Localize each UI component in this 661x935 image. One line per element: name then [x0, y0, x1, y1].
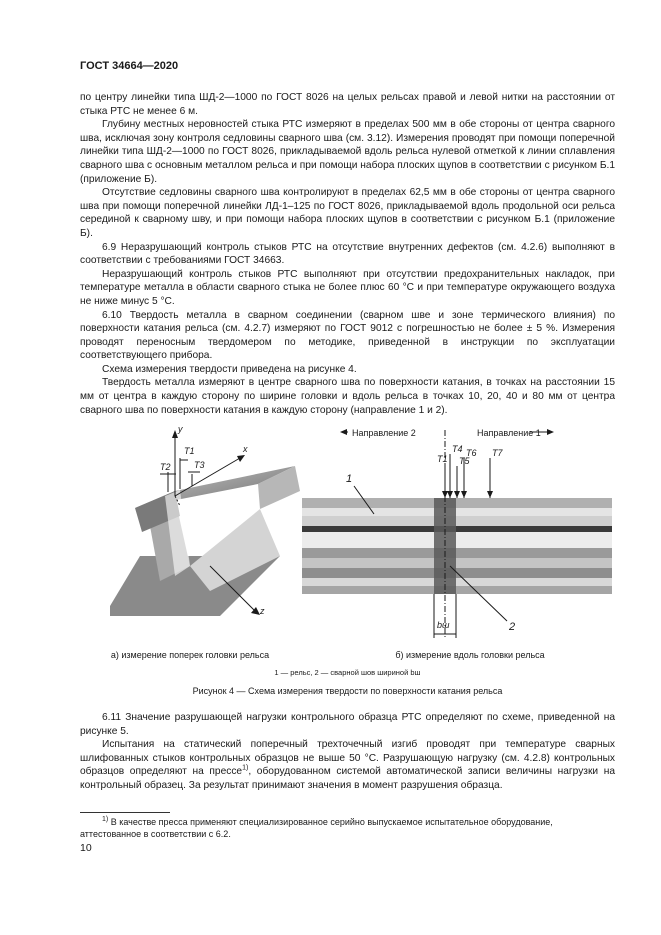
t2-label: T2: [160, 462, 171, 472]
right-subcaption: б) измерение вдоль головки рельса: [395, 650, 545, 660]
footnote-text: В качестве пресса применяют специализированное серийно выпускаемое испытательное оборудование, аттестованное в соответствии с 6.2.: [80, 817, 553, 839]
footnote-rule: [80, 812, 170, 813]
t3-label: T3: [194, 460, 205, 470]
callout-1: 1: [346, 473, 353, 485]
footnote-mark: 1): [102, 816, 109, 823]
z-label: z: [260, 606, 265, 616]
t7-label: T7: [492, 448, 503, 458]
footnote: [80, 816, 615, 840]
figure-4: [80, 416, 615, 660]
rail-stripe: [302, 548, 612, 558]
rail-stripe: [302, 578, 612, 586]
paragraph: Схема измерения твердости приведена на рисунке 4.: [102, 363, 357, 375]
t6-label: T6: [466, 448, 477, 458]
x-label: x: [243, 444, 248, 454]
paragraph: 6.9 Неразрушающий контроль стыков РТС на отсутствие внутренних дефектов (см. 4.2.6) выполняют в соответствии с требованиями ГОСТ 34663.: [80, 241, 615, 267]
figure-caption: Рисунок 4 — Схема измерения твердости по поверхности катания рельса: [192, 686, 503, 696]
rail-stripe: [302, 498, 612, 508]
paragraph-part: , оборудованном системой автоматической записи величины нагрузки на контрольный образец. За результат принимают значения в момент разрушения образца.: [80, 766, 616, 791]
t1-label: T1: [437, 454, 448, 464]
rail-longitudinal-diagram: [302, 416, 622, 646]
t7-arrowhead: [487, 491, 493, 498]
paragraph: Неразрушающий контроль стыков РТС выполняют при отсутствии предохранительных накладок, при температуре металла в области сварного стыка не более плюс 60 °С и при температуре окружающего воздуха не ниже минус 5 °С.: [80, 268, 615, 307]
t5-label: T5: [459, 456, 470, 466]
weld-width-label: bш: [437, 620, 450, 630]
standard-header: ГОСТ 34664—2020: [80, 60, 179, 72]
paragraph: 6.11 Значение разрушающей нагрузки контрольного образца РТС определяют по схеме, приведенной на рисунке 5.: [80, 712, 615, 737]
t4-label: T4: [452, 444, 463, 454]
body-text-bottom: [80, 711, 615, 793]
direction-1-label: Направление 1: [477, 428, 541, 438]
t1-arrowhead: [442, 491, 448, 498]
paragraph: 6.10 Твердость металла в сварном соединении (сварном шве и зоне термического влияния) по поверхности катания рельса (см. 4.2.7) измеряют по ГОСТ 9012 с погрешностью не более ± 5 %. Измерения проводят переносным твердомером по методике, приведенной в инструкции по эксплуатации соответствующего прибора.: [80, 309, 615, 362]
footnote-ref: 1): [242, 764, 249, 772]
paragraph: по центру линейки типа ШД-2—1000 по ГОСТ 8026 на целых рельсах правой и левой нитки на расстоянии от стыка РТС не менее 6 м.: [80, 92, 615, 117]
rail-cross-section-diagram: [80, 416, 320, 646]
rail-stripe: [302, 516, 612, 526]
direction-2-arrow: [340, 429, 347, 435]
paragraph: Отсутствие седловины сварного шва контролируют в пределах 62,5 мм в обе стороны от центра сварного шва при помощи поперечной линейки ЛД-1–125 по ГОСТ 8026, прикладываемой вдоль продольной оси рельса серединой к сварному шву, и при помощи набора плоских щупов в соответствии с рисунком Б.1 (приложение Б).: [80, 187, 615, 239]
direction-2-label: Направление 2: [352, 428, 416, 438]
paragraph: Твердость металла измеряют в центре сварного шва по поверхности катания, в точках на расстоянии 15 мм от центра в каждую сторону по ширине головки и вдоль рельса в точках 10, 20, 40 и 80 мм от центра сварного шва по поверхности катания в каждую сторону (направление 1 и 2).: [80, 377, 615, 416]
t6-arrowhead: [461, 491, 467, 498]
paragraph: [80, 738, 615, 792]
t5-arrowhead: [454, 491, 460, 498]
y-label: y: [178, 424, 183, 434]
paragraph: Глубину местных неровностей стыка РТС измеряют в пределах 500 мм в обе стороны от центра сварного шва, исключая зону контроля седловины сварного шва (см. 3.12). Измерения проводят при помощи поперечной линейки типа ШД-2—1000 по ГОСТ 8026, прикладываемой вдоль рельса нулевой отметкой к линии сплавления сварного шва с основным металлом рельса и при помощи набора плоских щупов в соответствии с рисунком Б.1 (приложение Б).: [80, 119, 615, 185]
t4-arrowhead: [447, 491, 453, 498]
rail-stripe: [302, 558, 612, 568]
paragraph-part: Испытания на статический поперечный трехточечный изгиб проводят при температуре сварных шлифованных стыков контрольных образцов не выше 50 °С. Разрушающую нагрузку (см. 4.2.8) контрольных образцов определяют на прессе: [80, 739, 615, 778]
left-subcaption: а) измерение поперек головки рельса: [110, 650, 270, 660]
rail-stripe: [302, 508, 612, 516]
page-number: 10: [80, 842, 92, 854]
body-text-top: [80, 91, 615, 417]
rail-stripe: [302, 586, 612, 594]
direction-1-arrow: [547, 429, 554, 435]
rail-stripe: [302, 532, 612, 548]
callout-2: 2: [509, 621, 516, 633]
t1-label: T1: [184, 446, 195, 456]
figure-legend: 1 — рельс, 2 — сварной шов шириной bш: [274, 668, 421, 677]
rail-stripe: [302, 526, 612, 532]
